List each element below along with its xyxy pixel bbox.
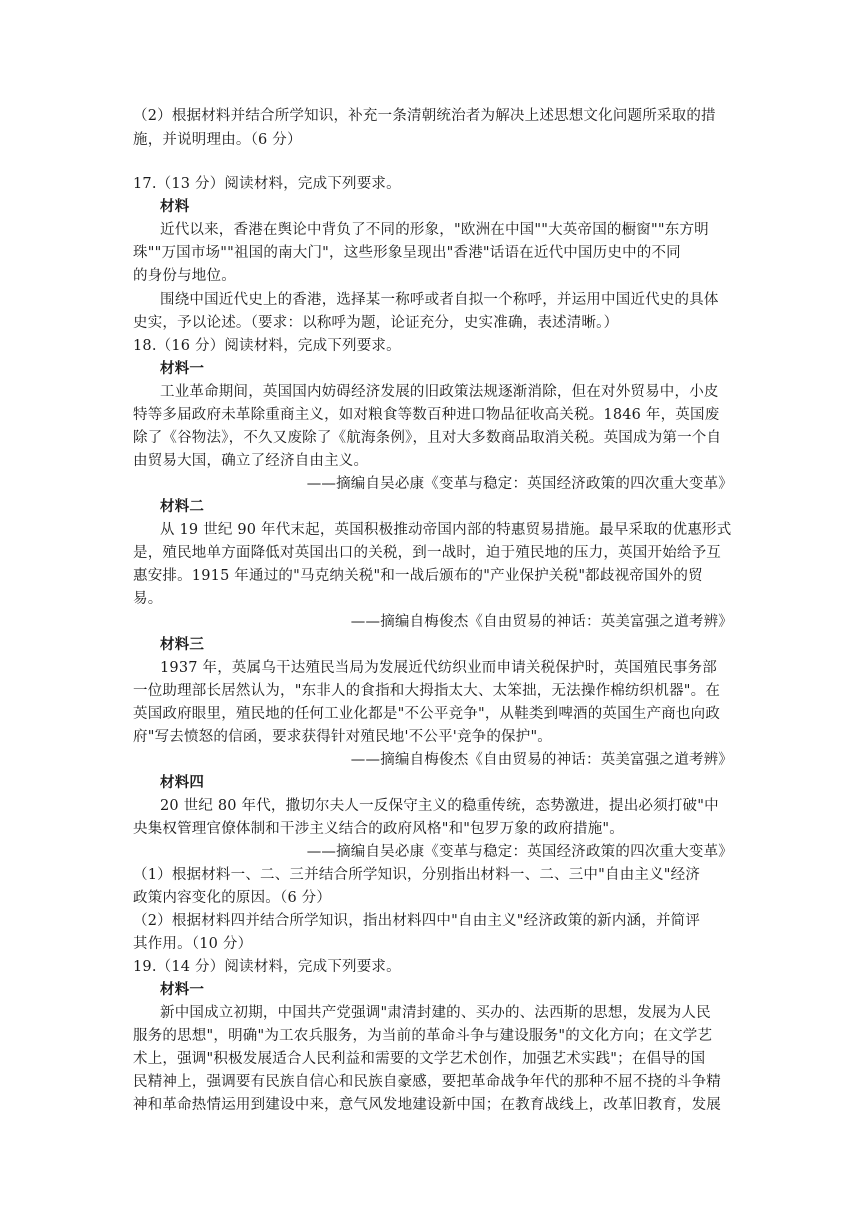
q17-p1-line3: 的身份与地位。 [133,268,236,284]
q16-part2-line1: （2）根据材料并结合所学知识，补充一条清朝统治者为解决上述思想文化问题所采取的措 [133,108,716,124]
q17-p1-line2: 珠""万国市场""祖国的南大门"，这些形象呈现出"香港"话语在近代中国历史中的不同 [133,245,681,261]
q18-title: 18.（16 分）阅读材料，完成下列要求。 [133,338,401,354]
q18-m2-source: ——摘编自梅俊杰《自由贸易的神话：英美富强之道考辨》 [350,614,733,630]
q18-m4-line1: 20 世纪 80 年代，撒切尔夫人一反保守主义的稳重传统，态势激进，提出必须打破"中 [160,798,719,814]
q18-part1-line2: 政策内容变化的原因。（6 分） [133,890,332,906]
q18-part1-line1: （1）根据材料一、二、三并结合所学知识，分别指出材料一、二、三中"自由主义"经济 [133,867,701,883]
q19-m1-line5: 神和革命热情运用到建设中来，意气风发地建设新中国；在教育战线上，改革旧教育，发展 [133,1097,721,1113]
q18-m1-label: 材料一 [160,361,205,377]
q18-m2-line2: 是，殖民地单方面降低对英国出口的关税，到一战时，迫于殖民地的压力，英国开始给予互 [133,545,721,561]
q17-material-label: 材料 [160,199,190,215]
q18-part2-line1: （2）根据材料四并结合所学知识，指出材料四中"自由主义"经济政策的新内涵，并简评 [133,913,701,929]
q18-m1-line4: 由贸易大国，确立了经济自由主义。 [133,453,369,469]
q18-m2-line1: 从 19 世纪 90 年代末起，英国积极推动帝国内部的特惠贸易措施。最早采取的优惠形式 [160,522,732,538]
q18-m1-line2: 特等多届政府未革除重商主义，如对粮食等数百种进口物品征收高关税。1846 年，英国废 [133,407,720,423]
q19-m1-line4: 民精神上，强调要有民族自信心和民族自豪感，要把革命战争年代的那种不屈不挠的斗争精 [133,1074,721,1090]
q18-m3-source: ——摘编自梅俊杰《自由贸易的神话：英美富强之道考辨》 [350,752,733,768]
q18-m3-line2: 一位助理部长居然认为，"东非人的食指和大拇指太大、太笨拙，无法操作棉纺织机器"。在 [133,683,721,699]
q19-title: 19.（14 分）阅读材料，完成下列要求。 [133,959,401,975]
q18-m4-label: 材料四 [160,775,205,791]
q18-m1-line1: 工业革命期间，英国国内妨碍经济发展的旧政策法规逐渐消除，但在对外贸易中，小皮 [160,384,719,400]
q18-m1-line3: 除了《谷物法》，不久又废除了《航海条例》，且对大多数商品取消关税。英国成为第一个自 [133,430,722,446]
q18-m4-source: ——摘编自吴必康《变革与稳定：英国经济政策的四次重大变革》 [306,844,733,860]
q17-p2-line2: 史实，予以论述。（要求：以称呼为题，论证充分，史实准确，表述清晰。） [133,315,619,331]
q19-m1-line2: 服务的思想"，明确"为工农兵服务，为当前的革命斗争与建设服务"的文化方向；在文学艺 [133,1028,713,1044]
q17-p2-line1: 围绕中国近代史上的香港，选择某一称呼或者自拟一个称呼，并运用中国近代史的具体 [160,292,719,308]
q18-m2-label: 材料二 [160,499,205,515]
q18-m3-line3: 英国政府眼里，殖民地的任何工业化都是"不公平竞争"，从鞋类到啤酒的英国生产商也向政 [133,706,721,722]
q18-m2-line3: 惠安排。1915 年通过的"马克纳关税"和一战后颁布的"产业保护关税"都歧视帝国外的贸 [133,568,703,584]
q18-m3-line4: 府"写去愤怒的信函，要求获得针对殖民地'不公平'竞争的保护"。 [133,729,553,745]
q19-m1-label: 材料一 [160,982,205,998]
q17-title: 17.（13 分）阅读材料，完成下列要求。 [133,176,401,192]
q18-m3-line1: 1937 年，英属乌干达殖民当局为发展近代纺织业而申请关税保护时，英国殖民事务部 [160,660,718,676]
q18-m4-line2: 央集权管理官僚体制和干涉主义结合的政府风格"和"包罗万象的政府措施"。 [133,821,625,837]
q19-m1-line3: 术上，强调"积极发展适合人民利益和需要的文学艺术创作，加强艺术实践"；在倡导的国 [133,1051,706,1067]
q18-m2-line4: 易。 [133,591,163,607]
q18-part2-line2: 其作用。（10 分） [133,936,253,952]
q17-p1-line1: 近代以来，香港在舆论中背负了不同的形象，"欧洲在中国""大英帝国的橱窗""东方明 [160,222,709,238]
q19-m1-line1: 新中国成立初期，中国共产党强调"肃清封建的、买办的、法西斯的思想，发展为人民 [160,1005,711,1021]
q18-m1-source: ——摘编自吴必康《变革与稳定：英国经济政策的四次重大变革》 [306,476,733,492]
q18-m3-label: 材料三 [160,637,205,653]
q16-part2-line2: 施，并说明理由。（6 分） [133,132,302,148]
